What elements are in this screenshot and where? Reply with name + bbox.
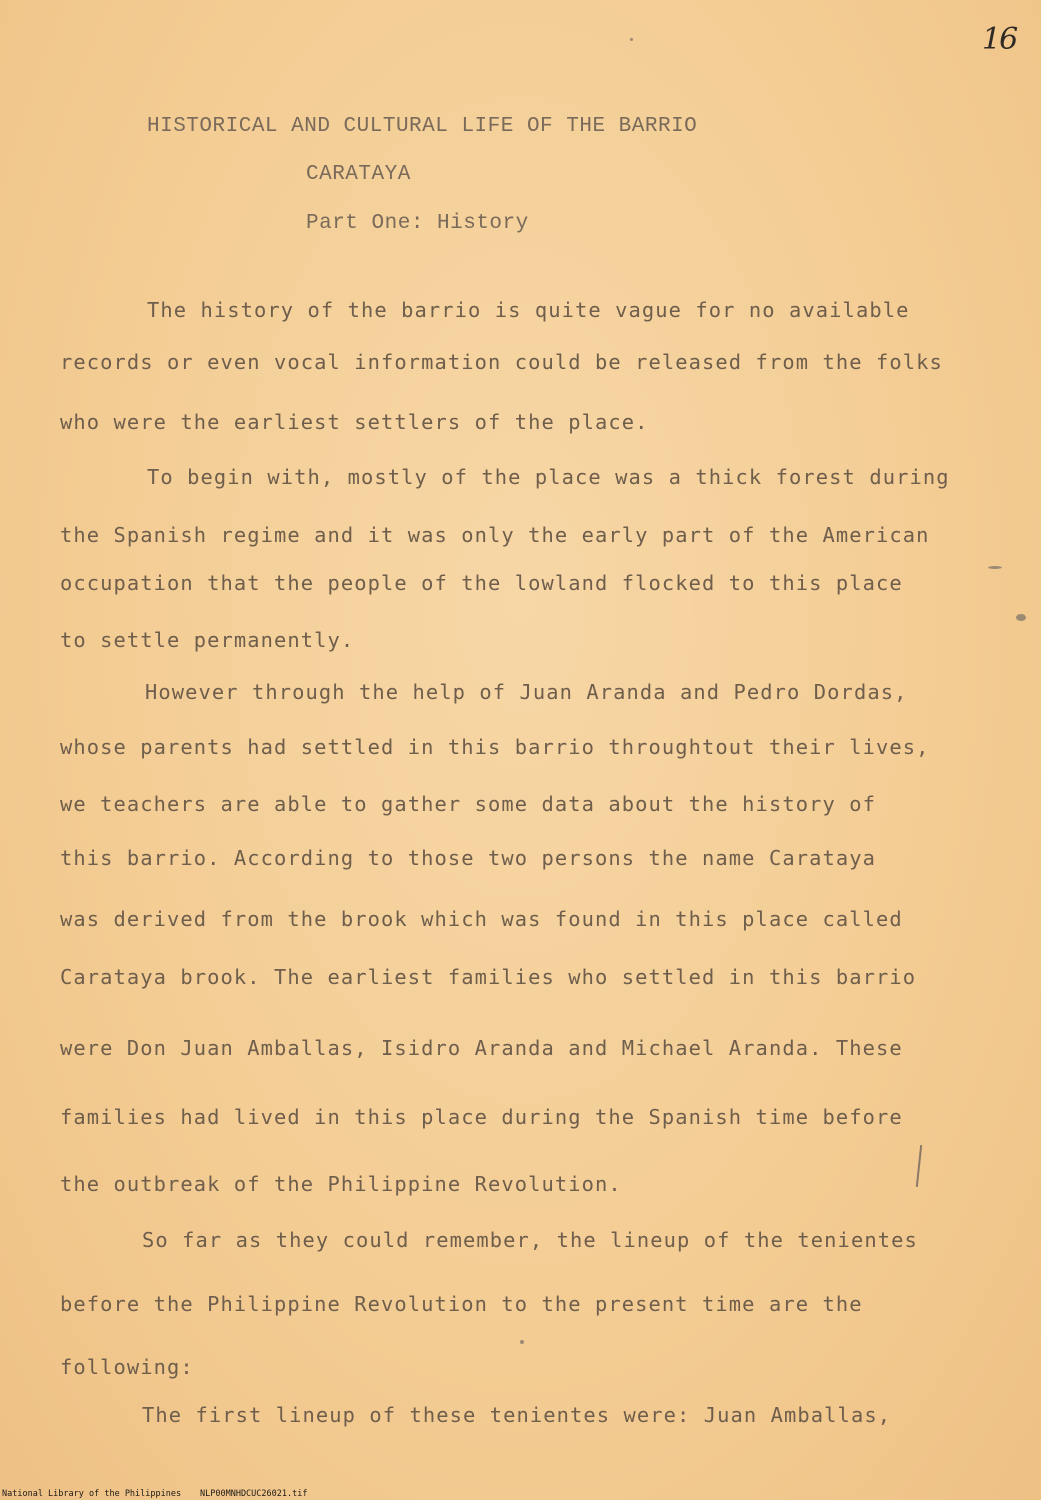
margin-pencil-mark bbox=[916, 1145, 922, 1187]
text-line: who were the earliest settlers of the place. bbox=[60, 410, 649, 434]
paper-speck bbox=[1016, 614, 1026, 621]
text-line: the Spanish regime and it was only the early part of the American bbox=[60, 523, 930, 547]
text-line: However through the help of Juan Aranda and Pedro Dordas, bbox=[145, 680, 908, 704]
text-line: Carataya brook. The earliest families who settled in this barrio bbox=[60, 965, 917, 989]
text-line: before the Philippine Revolution to the present time are the bbox=[60, 1292, 863, 1316]
page-number: 16 bbox=[982, 22, 1017, 57]
paper-speck bbox=[988, 566, 1002, 569]
text-line: this barrio. According to those two persons the name Carataya bbox=[60, 846, 876, 870]
text-line: The first lineup of these tenientes were: Juan Amballas, bbox=[142, 1403, 892, 1427]
text-line: were Don Juan Amballas, Isidro Aranda and Michael Aranda. These bbox=[60, 1036, 903, 1060]
text-line: The history of the barrio is quite vague for no available bbox=[147, 298, 910, 322]
paper-speck bbox=[520, 1340, 524, 1344]
document-subtitle: CARATAYA bbox=[306, 163, 411, 186]
footer-library: National Library of the Philippines bbox=[2, 1489, 182, 1499]
text-line: To begin with, mostly of the place was a thick forest during bbox=[147, 465, 950, 489]
text-line: we teachers are able to gather some data about the history of bbox=[60, 792, 876, 816]
text-line: to settle permanently. bbox=[60, 628, 355, 652]
text-line: following: bbox=[60, 1355, 194, 1379]
text-line: records or even vocal information could be released from the folks bbox=[60, 350, 943, 374]
paper-speck bbox=[630, 38, 633, 41]
text-line: occupation that the people of the lowland flocked to this place bbox=[60, 571, 903, 595]
text-line: the outbreak of the Philippine Revolution. bbox=[60, 1172, 622, 1196]
text-line: was derived from the brook which was found in this place called bbox=[60, 907, 903, 931]
document-title: HISTORICAL AND CULTURAL LIFE OF THE BARRIO bbox=[147, 115, 698, 138]
section-heading: Part One: History bbox=[306, 212, 529, 235]
text-line: families had lived in this place during the Spanish time before bbox=[60, 1105, 903, 1129]
text-line: whose parents had settled in this barrio throughtout their lives, bbox=[60, 735, 930, 759]
footer-filename: NLP00MNHDCUC26021.tif bbox=[200, 1489, 308, 1499]
text-line: So far as they could remember, the lineup of the tenientes bbox=[142, 1228, 918, 1252]
